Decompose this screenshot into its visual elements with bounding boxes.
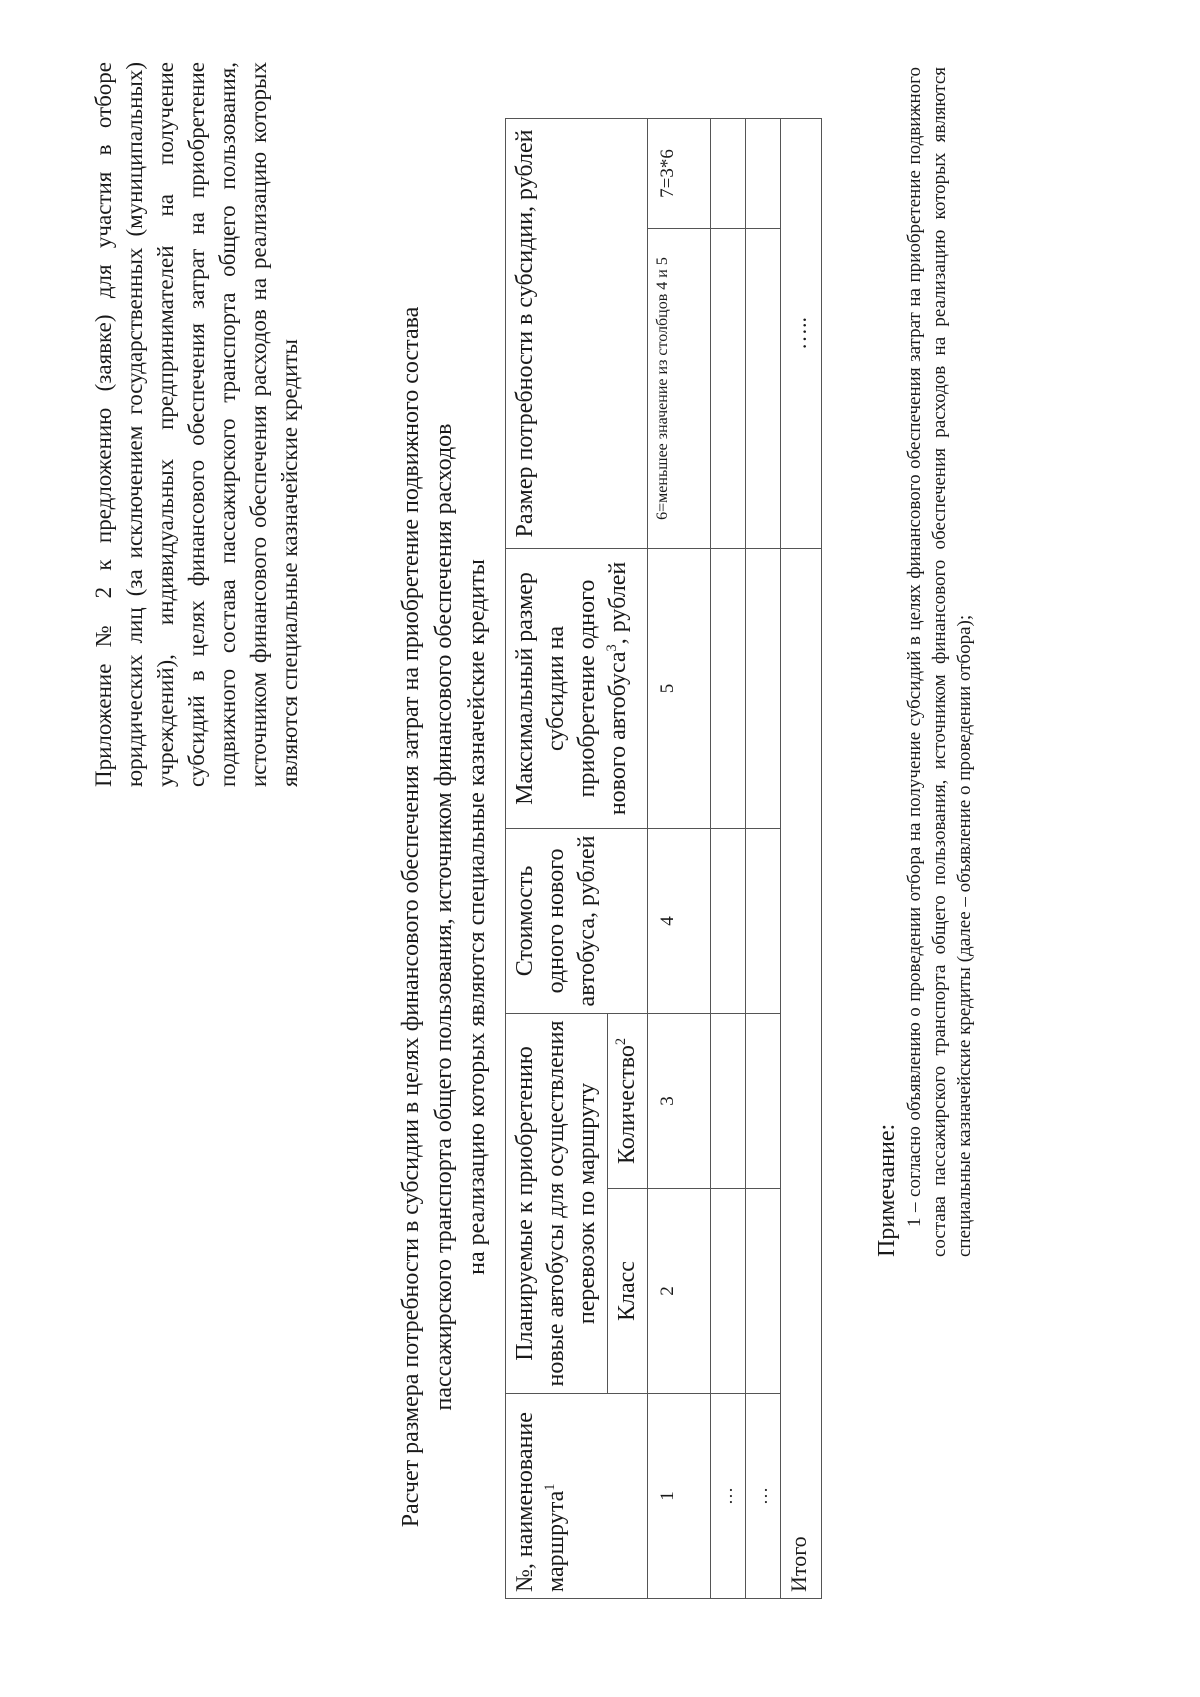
note-item-1: 1 – согласно объявлению о проведении отбора на получение субсидий в целях финансового обеспечения затрат на приобретение подвижного состава пассажирского транспорта общего пользования, источником финансового обеспечения расходов на реализацию которых являются специальные казначейские кредиты (далее – объявление о проведении отбора);: [904, 67, 975, 1257]
empty-cell: [711, 548, 746, 828]
empty-cell: [711, 828, 746, 1013]
total-row: [781, 118, 822, 1598]
table-row: [746, 118, 781, 1598]
empty-cell: [746, 1189, 781, 1394]
empty-cell: [746, 548, 781, 828]
empty-cell: [711, 1013, 746, 1188]
empty-cell: [711, 118, 746, 228]
route-cell: …: [711, 1394, 746, 1599]
num-cell-1: 1: [648, 1394, 711, 1599]
document-title: [395, 197, 494, 1637]
header-planned-buses: Планируемые к приобретению новые автобусы для осуществления перевозок по маршруту: [506, 1013, 608, 1393]
num-cell-4: 4: [648, 828, 711, 1013]
total-label: Итого: [781, 548, 822, 1598]
title-line-2: пассажирского транспорта общего пользования, источником финансового обеспечения расходов: [431, 423, 457, 1411]
header-route: №, наименование маршрута$^1$: [506, 1394, 648, 1599]
empty-cell: [711, 1189, 746, 1394]
subsidy-table: [505, 118, 822, 1599]
num-cell-5: 5: [648, 548, 711, 828]
empty-cell: [746, 118, 781, 228]
note-title: Примечание:: [874, 1123, 900, 1257]
num-cell-2: 2: [648, 1189, 711, 1394]
table-row: [711, 118, 746, 1598]
appendix-caption: Приложение № 2 к предложению (заявке) для участия в отборе юридических лиц (за исключением государственных (муниципальных) учреждений), индивидуальных предпринимателей на получение субсидий в целях финансового обеспечения затрат на приобретение подвижного состава пассажирского транспорта общего пользования, источником финансового обеспечения расходов на реализацию которых являются специальные казначейские кредиты: [91, 62, 302, 787]
num-cell-6: 6=меньшее значение из столбцов 4 и 5: [648, 228, 711, 548]
header-row: [506, 118, 608, 1598]
column-number-row: [648, 118, 711, 1598]
empty-cell: [711, 228, 746, 548]
title-line-3: на реализацию которых являются специальные казначейские кредиты: [464, 559, 490, 1275]
empty-cell: [746, 828, 781, 1013]
empty-cell: [746, 1013, 781, 1188]
empty-cell: [746, 228, 781, 548]
title-line-1: Расчет размера потребности в субсидии в целях финансового обеспечения затрат на приобретение подвижного состава: [398, 306, 424, 1528]
total-value: …..: [781, 118, 822, 548]
num-cell-7: 7=3*6: [648, 118, 711, 228]
num-cell-3: 3: [648, 1013, 711, 1188]
header-subsidy-need: Размер потребности в субсидии, рублей: [506, 118, 648, 548]
header-class: Класс: [608, 1189, 648, 1394]
header-quantity: Количество$^2$: [608, 1013, 648, 1188]
route-cell: …: [746, 1394, 781, 1599]
header-bus-cost: Стоимость одного нового автобуса, рублей: [506, 828, 648, 1013]
header-max-subsidy: Максимальный размер субсидии на приобретение одного нового автобуса$^3$, рублей: [506, 548, 648, 828]
